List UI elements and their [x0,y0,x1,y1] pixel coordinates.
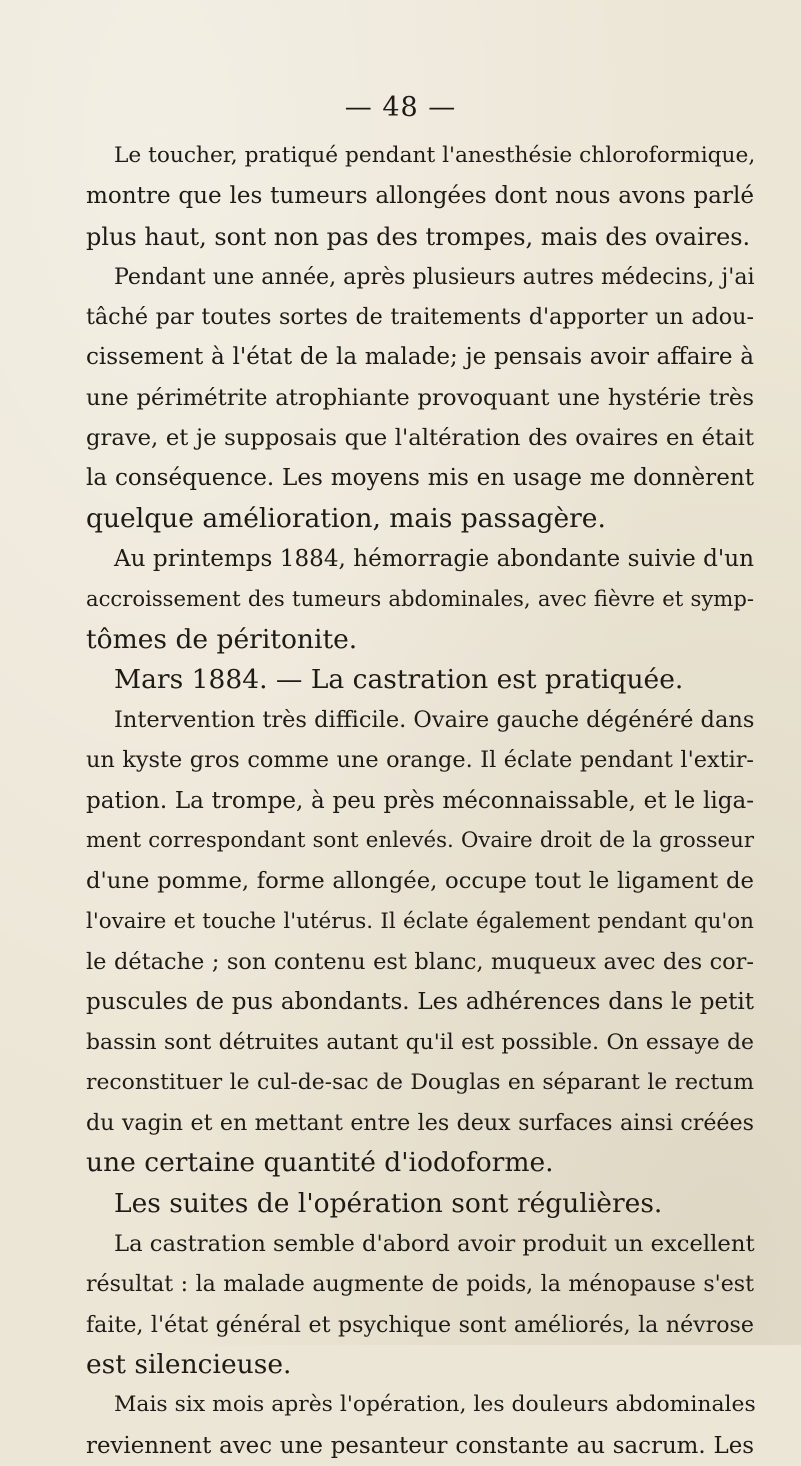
body-text [86,136,754,1466]
text-line: Le toucher, pratiqué pendant l'anesthésie chloroformique, [114,143,756,168]
text-line: La castration semble d'abord avoir produit un excellent [114,1231,755,1258]
text-line: plus haut, sont non pas des trompes, mais des ovaires. [86,222,751,251]
text-line: puscules de pus abondants. Les adhérences dans le petit [86,989,754,1016]
text-line: une certaine quantité d'iodoforme. [86,1147,554,1179]
text-line: d'une pomme, forme allongée, occupe tout le ligament de [86,868,754,895]
text-line: Au printemps 1884, hémorragie abondante suivie d'un [114,545,754,572]
text-line: reviennent avec une pesanteur constante au sacrum. Les [86,1432,754,1459]
text-line: Mais six mois après l'opération, les douleurs abdominales [114,1392,756,1418]
text-line: l'ovaire et touche l'utérus. Il éclate également pendant qu'on [86,908,754,934]
text-line: est silencieuse. [86,1348,292,1380]
text-line: le détache ; son contenu est blanc, muqueux avec des cor- [86,948,754,975]
text-line: accroissement des tumeurs abdominales, avec fièvre et symp- [86,586,754,612]
text-line: résultat : la malade augmente de poids, la ménopause s'est [86,1271,754,1298]
text-line: Les suites de l'opération sont régulières. [114,1187,663,1219]
text-line: reconstituer le cul-de-sac de Douglas en séparant le rectum [86,1069,754,1095]
text-line: une périmétrite atrophiante provoquant une hystérie très [86,384,754,411]
text-line: pation. La trompe, à peu près méconnaissable, et le liga- [86,787,754,814]
text-line: tâché par toutes sortes de traitements d'apporter un adou- [86,304,754,331]
text-line: un kyste gros comme une orange. Il éclate pendant l'extir- [86,747,754,774]
text-line: quelque amélioration, mais passagère. [86,502,606,534]
page-number: — 48 — [344,92,457,123]
text-line: Pendant une année, après plusieurs autres médecins, j'ai [114,263,755,290]
text-line: tômes de péritonite. [86,623,358,655]
text-line: du vagin et en mettant entre les deux surfaces ainsi créées [86,1110,754,1137]
text-line: Intervention très difficile. Ovaire gauche dégénéré dans [114,707,755,734]
text-line: montre que les tumeurs allongées dont nous avons parlé [86,183,754,210]
text-line: la conséquence. Les moyens mis en usage me donnèrent [86,465,754,492]
text-line: faite, l'état général et psychique sont améliorés, la névrose [86,1311,754,1338]
text-line: Mars 1884. — La castration est pratiquée. [114,663,684,695]
text-line: cissement à l'état de la malade; je pensais avoir affaire à [86,344,754,371]
text-line: ment correspondant sont enlevés. Ovaire droit de la grosseur [86,828,754,854]
text-line: bassin sont détruites autant qu'il est possible. On essaye de [86,1029,754,1055]
text-line: grave, et je supposais que l'altération des ovaires en était [86,425,754,452]
